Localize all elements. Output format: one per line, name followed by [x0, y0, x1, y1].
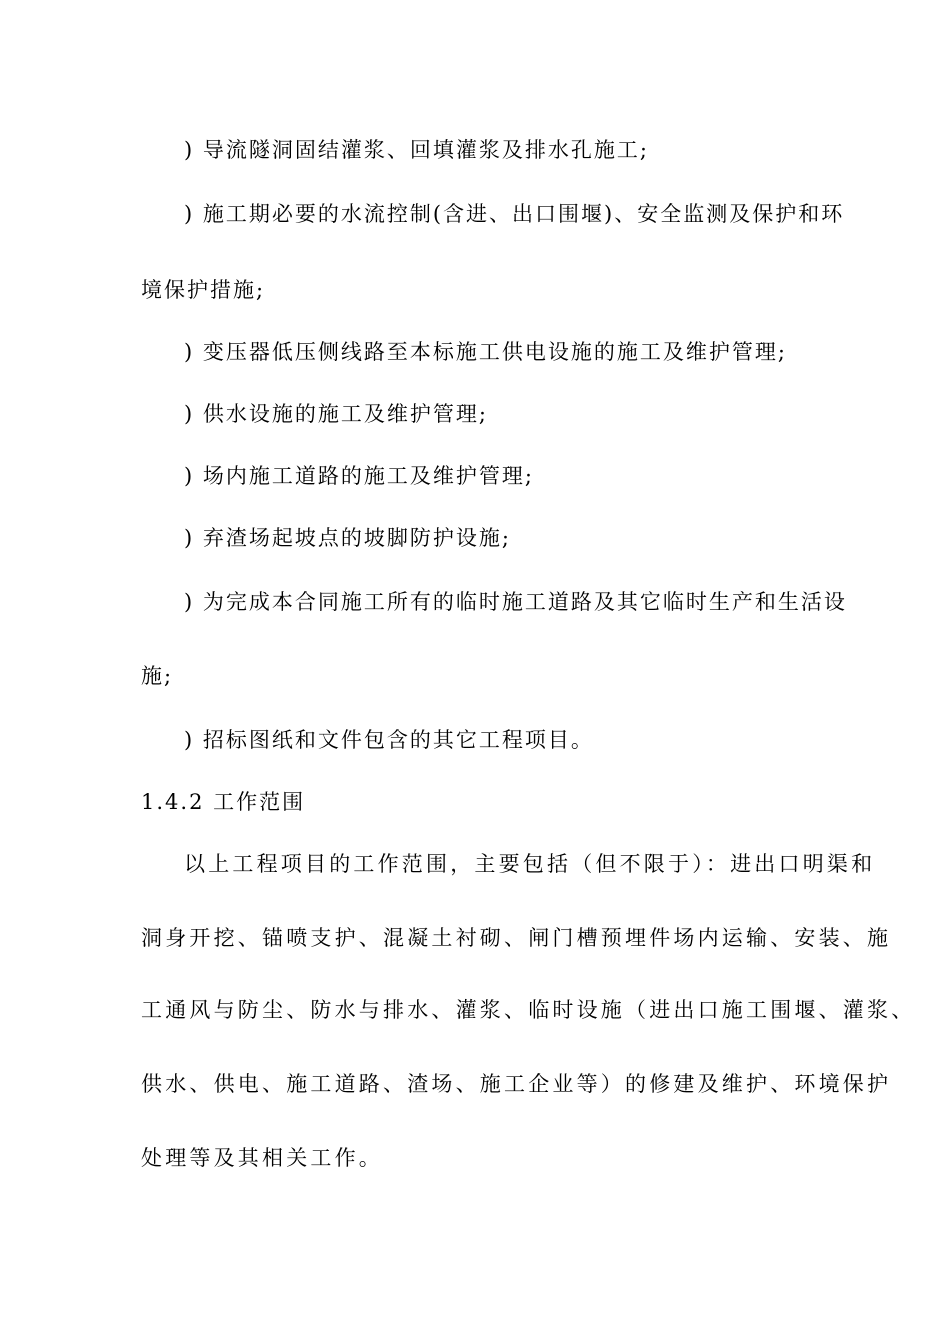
section-heading: 1.4.2 工作范围 — [141, 790, 306, 814]
paragraph-line-4: 供水、供电、施工道路、渣场、施工企业等）的修建及维护、环境保护 — [141, 1072, 892, 1096]
list-item-4: ) 供水设施的施工及维护管理; — [184, 402, 488, 426]
paragraph-line-5: 处理等及其相关工作。 — [141, 1146, 383, 1170]
list-item-3: ) 变压器低压侧线路至本标施工供电设施的施工及维护管理; — [184, 340, 787, 364]
paragraph-line-2: 洞身开挖、锚喷支护、混凝土衬砌、闸门槽预埋件场内运输、安装、施 — [141, 926, 892, 950]
list-item-5: ) 场内施工道路的施工及维护管理; — [184, 464, 534, 488]
list-item-6: ) 弃渣场起坡点的坡脚防护设施; — [184, 526, 511, 550]
list-item-2-continuation: 境保护措施; — [141, 278, 266, 302]
list-item-8: ) 招标图纸和文件包含的其它工程项目。 — [184, 728, 594, 752]
list-item-1: ) 导流隧洞固结灌浆、回填灌浆及排水孔施工; — [184, 138, 649, 162]
list-item-7: ) 为完成本合同施工所有的临时施工道路及其它临时生产和生活设 — [184, 590, 847, 614]
paragraph-line-1: 以上工程项目的工作范围，主要包括（但不限于）：进出口明渠和 — [184, 852, 876, 876]
list-item-7-continuation: 施; — [141, 664, 174, 688]
paragraph-line-3: 工通风与防尘、防水与排水、灌浆、临时设施（进出口施工围堰、灌浆、 — [141, 998, 916, 1022]
list-item-2: ) 施工期必要的水流控制(含进、出口围堰)、安全监测及保护和环 — [184, 202, 845, 226]
